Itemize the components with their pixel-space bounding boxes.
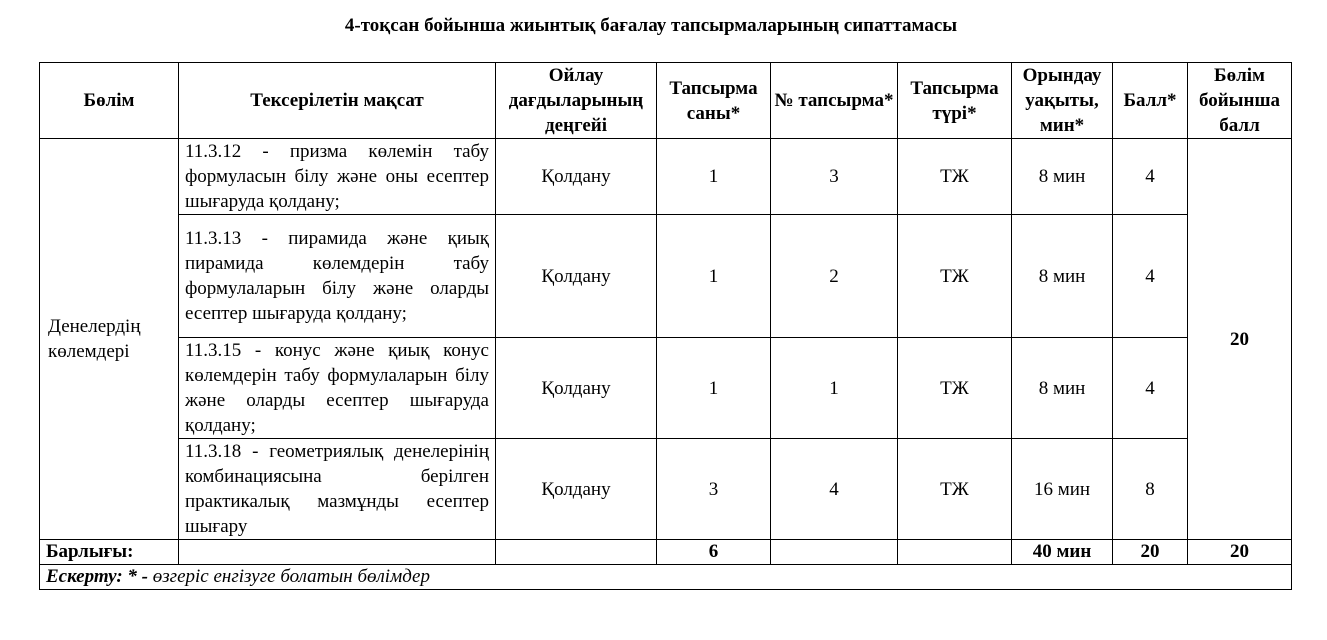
level-cell: Қолдану <box>496 215 657 338</box>
count-cell: 3 <box>657 439 771 540</box>
level-cell: Қолдану <box>496 338 657 439</box>
time-cell: 8 мин <box>1012 215 1113 338</box>
table-row <box>40 338 1292 439</box>
objective-cell: 11.3.15 - конус және қиық конус көлемдерін табу формулаларын білу және оларды есептер шығаруда қолдану; <box>179 338 496 439</box>
document-title: 4-тоқсан бойынша жиынтық бағалау тапсырмаларының сипаттамасы <box>344 15 958 36</box>
time-cell: 8 мин <box>1012 139 1113 215</box>
number-cell: 1 <box>771 338 898 439</box>
time-cell: 16 мин <box>1012 439 1113 540</box>
header-row <box>40 63 1292 139</box>
count-cell: 1 <box>657 215 771 338</box>
empty-cell <box>179 540 496 565</box>
number-cell: 3 <box>771 139 898 215</box>
total-score: 20 <box>1113 540 1188 565</box>
type-cell: ТЖ <box>898 215 1012 338</box>
note-cell <box>40 565 1292 590</box>
header-score: Балл* <box>1113 63 1188 139</box>
header-time: Орындау уақыты, мин* <box>1012 63 1113 139</box>
note-row <box>40 565 1292 590</box>
objective-cell: 11.3.12 - призма көлемін табу формуласын білу және оны есептер шығаруда қолдану; <box>179 139 496 215</box>
table-row <box>40 215 1292 338</box>
header-section: Бөлім <box>40 63 179 139</box>
objective-cell: 11.3.18 - геометриялық денелерінің комбинациясына берілген практикалық мазмұнды есептер шығару <box>179 439 496 540</box>
header-objective: Тексерілетін мақсат <box>179 63 496 139</box>
note-label: Ескерту: * - <box>46 566 148 587</box>
score-cell: 4 <box>1113 215 1188 338</box>
totals-label: Барлығы: <box>40 540 179 565</box>
empty-cell <box>771 540 898 565</box>
type-cell: ТЖ <box>898 139 1012 215</box>
score-cell: 4 <box>1113 139 1188 215</box>
section-score-cell: 20 <box>1188 139 1292 540</box>
table-row <box>40 439 1292 540</box>
level-cell: Қолдану <box>496 439 657 540</box>
totals-row <box>40 540 1292 565</box>
total-time: 40 мин <box>1012 540 1113 565</box>
count-cell: 1 <box>657 338 771 439</box>
header-task-number: № тапсырма* <box>771 63 898 139</box>
header-section-score: Бөлім бойынша балл <box>1188 63 1292 139</box>
table-row <box>40 139 1292 215</box>
empty-cell <box>496 540 657 565</box>
header-task-count: Тапсырма саны* <box>657 63 771 139</box>
section-name-cell: Денелердің көлемдері <box>40 139 179 540</box>
number-cell: 4 <box>771 439 898 540</box>
objective-cell: 11.3.13 - пирамида және қиық пирамида көлемдерін табу формулаларын білу және оларды есептер шығаруда қолдану; <box>179 215 496 338</box>
number-cell: 2 <box>771 215 898 338</box>
note-text: өзгеріс енгізуге болатын бөлімдер <box>148 566 430 587</box>
header-thinking-level: Ойлау дағдыларының деңгейі <box>496 63 657 139</box>
type-cell: ТЖ <box>898 439 1012 540</box>
empty-cell <box>898 540 1012 565</box>
total-count: 6 <box>657 540 771 565</box>
header-task-type: Тапсырма түрі* <box>898 63 1012 139</box>
score-cell: 4 <box>1113 338 1188 439</box>
type-cell: ТЖ <box>898 338 1012 439</box>
specification-table <box>39 62 1292 590</box>
total-section-score: 20 <box>1188 540 1292 565</box>
level-cell: Қолдану <box>496 139 657 215</box>
score-cell: 8 <box>1113 439 1188 540</box>
time-cell: 8 мин <box>1012 338 1113 439</box>
count-cell: 1 <box>657 139 771 215</box>
